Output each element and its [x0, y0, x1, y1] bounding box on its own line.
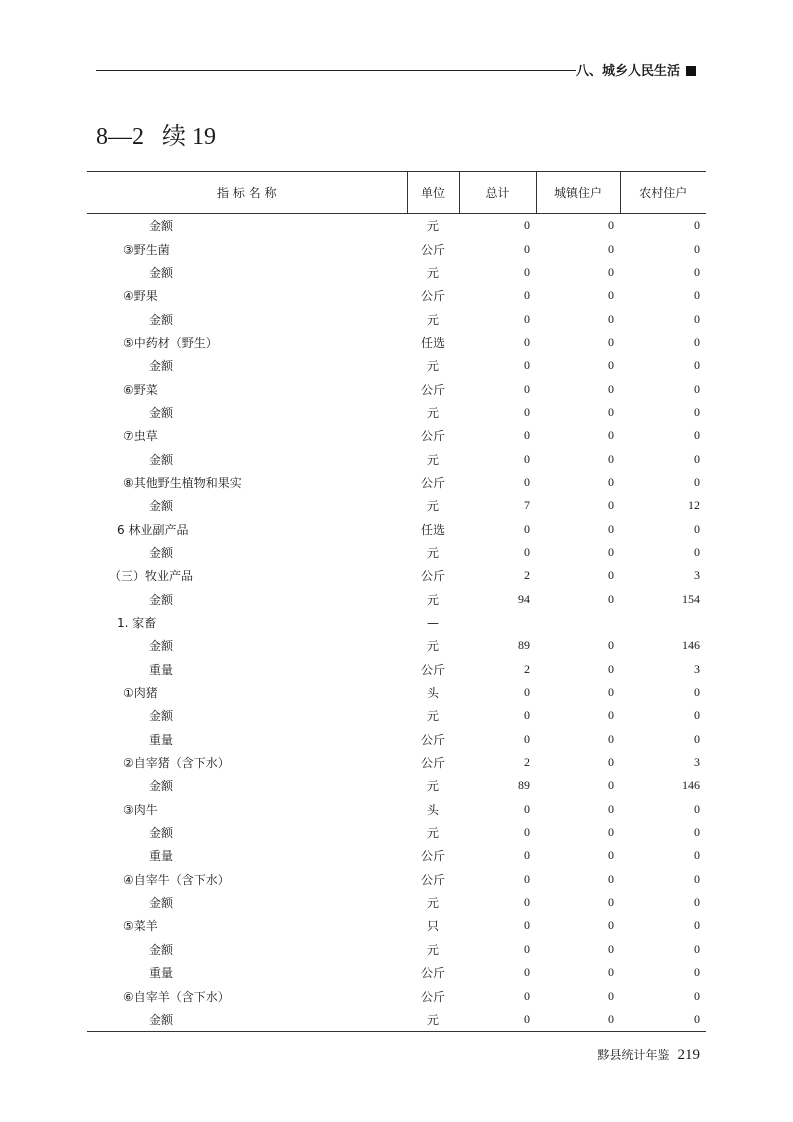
column-header-total: 总计 [459, 172, 536, 214]
row-name-cell: ⑤菜羊 [123, 919, 158, 934]
row-total-cell: 94 [518, 591, 530, 606]
row-rural-cell: 0 [694, 334, 700, 349]
row-unit-cell: 公斤 [420, 475, 445, 490]
table-row [87, 914, 706, 937]
table-row [87, 658, 706, 681]
row-rural-cell: 0 [694, 241, 700, 256]
row-urban-cell: 0 [608, 638, 614, 653]
row-name-cell: 金额 [87, 1008, 407, 1032]
row-name-cell: 金额 [149, 219, 174, 234]
row-rural-cell: 0 [694, 381, 700, 396]
row-name-cell: 金额 [149, 639, 174, 654]
row-urban-cell: 0 [608, 895, 614, 910]
row-name-cell: 金额 [149, 896, 174, 911]
row-total-cell: 0 [524, 474, 530, 489]
row-total-cell: 0 [524, 731, 530, 746]
square-bullet-icon [686, 66, 696, 76]
row-rural-cell: 0 [694, 311, 700, 326]
row-rural-cell: 0 [694, 965, 700, 980]
row-urban-cell: 0 [608, 451, 614, 466]
row-rural-cell: 12 [688, 498, 700, 513]
row-unit-cell: 公斤 [420, 662, 445, 677]
row-unit-cell: 公斤 [420, 242, 445, 257]
row-rural-cell: 0 [694, 428, 700, 443]
row-urban-cell: 0 [608, 965, 614, 980]
row-unit-cell: 元 [426, 896, 439, 911]
row-urban-cell: 0 [608, 871, 614, 886]
table-row [87, 331, 706, 354]
table-row [87, 517, 706, 540]
row-urban-cell: 0 [608, 544, 614, 559]
row-name-cell: ⑧其他野生植物和果实 [123, 475, 242, 490]
row-urban-cell: 0 [608, 685, 614, 700]
row-urban-cell: 0 [608, 241, 614, 256]
row-total-cell: 0 [524, 941, 530, 956]
row-total-cell: 2 [524, 755, 530, 770]
row-rural-cell: 154 [682, 591, 700, 606]
table-row [87, 891, 706, 914]
row-rural-cell: 0 [694, 685, 700, 700]
row-rural-cell: 0 [694, 708, 700, 723]
table-row [87, 401, 706, 424]
row-urban-cell: 0 [536, 1008, 620, 1032]
table-row [87, 751, 706, 774]
row-name-cell: 金额 [149, 826, 174, 841]
row-rural-cell: 146 [682, 778, 700, 793]
row-total-cell: 0 [524, 218, 530, 233]
row-total-cell: 0 [524, 288, 530, 303]
row-urban-cell: 0 [608, 661, 614, 676]
row-name-cell: 重量 [149, 966, 174, 981]
row-rural-cell: 0 [620, 1008, 706, 1032]
row-total-cell: 0 [524, 404, 530, 419]
row-unit-cell: 公斤 [420, 289, 445, 304]
row-urban-cell: 0 [608, 568, 614, 583]
row-rural-cell: 0 [694, 521, 700, 536]
row-rural-cell: 0 [694, 264, 700, 279]
page-footer [597, 1046, 700, 1064]
row-unit-cell: 只 [426, 919, 439, 934]
row-total-cell: 2 [524, 568, 530, 583]
row-urban-cell: 0 [608, 334, 614, 349]
table-row [87, 868, 706, 891]
row-total-cell: 0 [524, 428, 530, 443]
row-name-cell: ⑥野菜 [123, 382, 158, 397]
row-name-cell: 重量 [149, 732, 174, 747]
table-row [87, 541, 706, 564]
statistics-table [87, 171, 706, 1032]
row-rural-cell: 0 [694, 871, 700, 886]
table-row [87, 728, 706, 751]
table-row [87, 681, 706, 704]
row-urban-cell [536, 611, 620, 634]
table-title [96, 116, 234, 151]
row-total-cell: 0 [524, 544, 530, 559]
row-rural-cell: 0 [694, 288, 700, 303]
row-total-cell: 7 [524, 498, 530, 513]
row-rural-cell: 146 [682, 638, 700, 653]
row-unit-cell: 头 [426, 686, 439, 701]
row-urban-cell: 0 [608, 428, 614, 443]
table-row [87, 447, 706, 470]
row-urban-cell: 0 [608, 731, 614, 746]
column-header-urban: 城镇住户 [536, 172, 620, 214]
column-header-name: 指 标 名 称 [87, 172, 407, 214]
table-row [87, 961, 706, 984]
row-urban-cell: 0 [608, 755, 614, 770]
row-rural-cell: 0 [694, 218, 700, 233]
table-row [87, 284, 706, 307]
row-urban-cell: 0 [608, 591, 614, 606]
header-rule [96, 70, 576, 71]
row-name-cell: ①肉猪 [123, 686, 158, 701]
row-rural-cell: 0 [694, 731, 700, 746]
row-urban-cell: 0 [608, 778, 614, 793]
row-name-cell: 金额 [149, 405, 174, 420]
row-total-cell: 0 [524, 825, 530, 840]
row-total-cell: 0 [459, 1008, 536, 1032]
row-name-cell: 金额 [149, 452, 174, 467]
row-rural-cell: 0 [694, 941, 700, 956]
row-unit-cell: 元 [426, 219, 439, 234]
row-urban-cell: 0 [608, 708, 614, 723]
table-row [87, 354, 706, 377]
row-rural-cell: 0 [694, 825, 700, 840]
row-name-cell: 1. 家畜 [117, 616, 157, 631]
row-urban-cell: 0 [608, 404, 614, 419]
row-urban-cell: 0 [608, 358, 614, 373]
row-unit-cell: 元 [426, 359, 439, 374]
table-row [87, 774, 706, 797]
row-unit-cell: 元 [426, 942, 439, 957]
table-row [87, 938, 706, 961]
row-name-cell: （三）牧业产品 [109, 569, 194, 584]
row-urban-cell: 0 [608, 941, 614, 956]
row-urban-cell: 0 [608, 988, 614, 1003]
table-row [87, 634, 706, 657]
row-unit-cell: — [427, 615, 439, 630]
row-total-cell: 89 [518, 638, 530, 653]
row-rural-cell: 3 [694, 755, 700, 770]
row-name-cell: ②自宰猪（含下水） [123, 756, 230, 771]
row-unit-cell: 元 [426, 405, 439, 420]
row-total-cell: 0 [524, 965, 530, 980]
row-urban-cell: 0 [608, 825, 614, 840]
table-row [87, 704, 706, 727]
row-unit-cell: 元 [426, 709, 439, 724]
table-row [87, 984, 706, 1007]
table-row [87, 1008, 706, 1032]
row-name-cell: 重量 [149, 662, 174, 677]
row-name-cell: 金额 [149, 499, 174, 514]
row-rural-cell: 3 [694, 661, 700, 676]
row-rural-cell: 0 [694, 801, 700, 816]
row-rural-cell: 0 [694, 848, 700, 863]
section-title: 八、城乡人民生活 [576, 60, 696, 79]
table-header-row [87, 172, 706, 214]
row-urban-cell: 0 [608, 474, 614, 489]
row-unit-cell: 任选 [420, 335, 445, 350]
row-name-cell: ④野果 [123, 289, 158, 304]
row-total-cell: 0 [524, 848, 530, 863]
row-unit-cell: 元 [407, 1008, 459, 1032]
row-name-cell: ⑦虫草 [123, 429, 158, 444]
table-row [87, 471, 706, 494]
row-rural-cell: 0 [694, 544, 700, 559]
row-name-cell: 金额 [149, 942, 174, 957]
row-unit-cell: 任选 [420, 522, 445, 537]
table-body [87, 214, 706, 1032]
row-total-cell: 0 [524, 381, 530, 396]
table-suffix: 续 19 [162, 124, 216, 150]
row-total-cell: 0 [524, 451, 530, 466]
row-name-cell: 金额 [149, 779, 174, 794]
row-rural-cell: 3 [694, 568, 700, 583]
row-urban-cell: 0 [608, 498, 614, 513]
row-unit-cell: 元 [426, 312, 439, 327]
row-unit-cell: 公斤 [420, 732, 445, 747]
row-unit-cell: 元 [426, 545, 439, 560]
row-name-cell: 金额 [149, 592, 174, 607]
row-urban-cell: 0 [608, 264, 614, 279]
table-row [87, 214, 706, 238]
row-unit-cell: 元 [426, 592, 439, 607]
column-header-unit: 单位 [407, 172, 459, 214]
row-name-cell: ③野生菌 [123, 242, 170, 257]
row-total-cell: 0 [524, 358, 530, 373]
row-name-cell: 金额 [149, 545, 174, 560]
row-urban-cell: 0 [608, 918, 614, 933]
row-name-cell: 金额 [149, 265, 174, 280]
row-total-cell: 0 [524, 918, 530, 933]
row-unit-cell: 元 [426, 826, 439, 841]
row-rural-cell: 0 [694, 988, 700, 1003]
row-unit-cell: 公斤 [420, 756, 445, 771]
row-unit-cell: 元 [426, 265, 439, 280]
row-name-cell: ⑤中药材（野生） [123, 335, 218, 350]
column-header-rural: 农村住户 [620, 172, 706, 214]
row-total-cell: 0 [524, 801, 530, 816]
table-row [87, 798, 706, 821]
row-total-cell: 0 [524, 264, 530, 279]
row-unit-cell: 头 [426, 802, 439, 817]
row-rural-cell: 0 [694, 474, 700, 489]
row-unit-cell: 元 [426, 639, 439, 654]
row-rural-cell: 0 [694, 404, 700, 419]
table-number: 8—2 [96, 124, 144, 150]
table-row [87, 307, 706, 330]
row-name-cell: ④自宰牛（含下水） [123, 872, 230, 887]
row-name-cell: 6 林业副产品 [117, 522, 189, 537]
row-unit-cell: 公斤 [420, 872, 445, 887]
footer-book-title: 黟县统计年鉴 [597, 1048, 670, 1062]
row-total-cell: 89 [518, 778, 530, 793]
row-total-cell [459, 611, 536, 634]
row-unit-cell: 元 [426, 452, 439, 467]
row-rural-cell: 0 [694, 451, 700, 466]
row-unit-cell: 公斤 [420, 966, 445, 981]
row-unit-cell: 元 [426, 499, 439, 514]
row-unit-cell: 公斤 [420, 989, 445, 1004]
row-urban-cell: 0 [608, 218, 614, 233]
row-total-cell: 0 [524, 988, 530, 1003]
row-total-cell: 0 [524, 334, 530, 349]
row-urban-cell: 0 [608, 848, 614, 863]
row-total-cell: 0 [524, 685, 530, 700]
row-rural-cell: 0 [694, 358, 700, 373]
table-row [87, 261, 706, 284]
row-total-cell: 0 [524, 521, 530, 536]
table-row [87, 424, 706, 447]
table-row [87, 564, 706, 587]
row-name-cell: ③肉牛 [123, 802, 158, 817]
table-row [87, 588, 706, 611]
row-unit-cell: 公斤 [420, 429, 445, 444]
row-name-cell: ⑥自宰羊（含下水） [123, 989, 230, 1004]
table-row [87, 377, 706, 400]
table-row [87, 844, 706, 867]
row-rural-cell: 0 [694, 895, 700, 910]
row-urban-cell: 0 [608, 521, 614, 536]
row-unit-cell: 公斤 [420, 569, 445, 584]
row-unit-cell: 公斤 [420, 382, 445, 397]
table-row [87, 821, 706, 844]
row-total-cell: 0 [524, 871, 530, 886]
row-urban-cell: 0 [608, 381, 614, 396]
row-rural-cell [620, 611, 706, 634]
row-name-cell: 金额 [149, 312, 174, 327]
row-total-cell: 0 [524, 241, 530, 256]
row-total-cell: 0 [524, 311, 530, 326]
row-total-cell: 0 [524, 895, 530, 910]
row-rural-cell: 0 [694, 918, 700, 933]
page-number: 219 [677, 1047, 700, 1063]
row-total-cell: 2 [524, 661, 530, 676]
row-name-cell: 重量 [149, 849, 174, 864]
row-name-cell: 金额 [149, 359, 174, 374]
row-name-cell: 金额 [149, 709, 174, 724]
row-unit-cell: 公斤 [420, 849, 445, 864]
row-urban-cell: 0 [608, 288, 614, 303]
table-row [87, 237, 706, 260]
table-row [87, 494, 706, 517]
table-row [87, 611, 706, 634]
row-unit-cell: 元 [426, 779, 439, 794]
row-total-cell: 0 [524, 708, 530, 723]
row-urban-cell: 0 [608, 311, 614, 326]
row-urban-cell: 0 [608, 801, 614, 816]
